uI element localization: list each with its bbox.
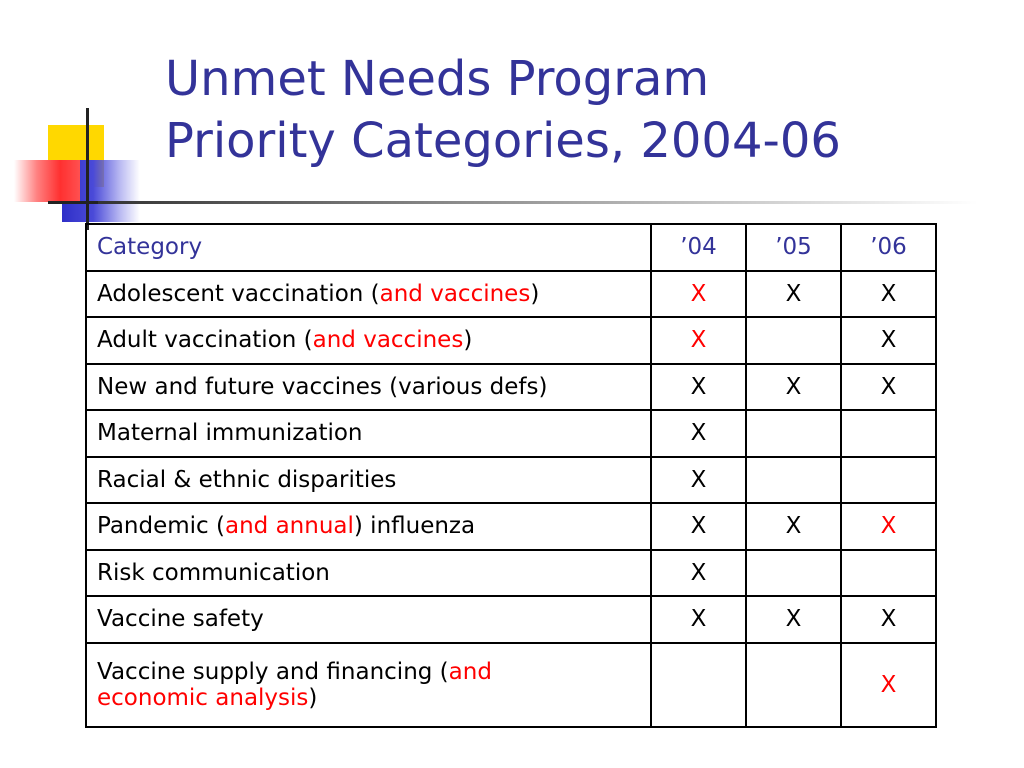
category-text: New and future vaccines (various defs) [97, 373, 548, 400]
table-row [86, 550, 936, 597]
mark-2005 [746, 550, 841, 597]
priority-categories-table [85, 223, 937, 728]
table-row [86, 410, 936, 457]
title-underline [98, 201, 978, 204]
category-text: Vaccine supply and financing ( [97, 658, 449, 685]
mark-2006: X [841, 643, 936, 727]
decor-red-bar [14, 160, 80, 202]
category-cell [86, 503, 651, 550]
category-text: Pandemic ( [97, 513, 225, 540]
category-text: Maternal immunization [97, 420, 363, 447]
category-cell [86, 643, 651, 727]
category-cell [86, 410, 651, 457]
table-header-row [86, 224, 936, 271]
mark-2005: X [746, 503, 841, 550]
mark-2004: X [651, 457, 746, 504]
category-cell [86, 364, 651, 411]
mark-2006: X [841, 596, 936, 643]
category-text: Risk communication [97, 559, 330, 586]
table-row [86, 457, 936, 504]
mark-2004 [651, 643, 746, 727]
mark-2006: X [841, 317, 936, 364]
category-text: Racial & ethnic disparities [97, 466, 397, 493]
mark-2005 [746, 410, 841, 457]
header-2004: ’04 [651, 224, 746, 271]
mark-2004: X [651, 364, 746, 411]
category-text-end: ) [308, 684, 318, 711]
mark-2004: X [651, 503, 746, 550]
decor-vertical-line [86, 108, 89, 230]
table-row [86, 503, 936, 550]
category-highlight: and annual [224, 513, 354, 540]
table-row [86, 317, 936, 364]
mark-2006: X [841, 503, 936, 550]
table-row [86, 271, 936, 318]
category-highlight-line2: economic analysis [97, 684, 309, 711]
mark-2005 [746, 643, 841, 727]
category-cell [86, 550, 651, 597]
mark-2005 [746, 317, 841, 364]
mark-2006 [841, 457, 936, 504]
mark-2005: X [746, 364, 841, 411]
page-title [165, 48, 841, 172]
header-2006: ’06 [841, 224, 936, 271]
title-line-1: Unmet Needs Program [165, 51, 710, 107]
mark-2006 [841, 550, 936, 597]
mark-2006: X [841, 364, 936, 411]
mark-2004: X [651, 550, 746, 597]
mark-2005: X [746, 596, 841, 643]
table-row [86, 643, 936, 727]
category-text-end: ) [530, 280, 540, 307]
decor-horizontal-line-dark [48, 201, 98, 204]
category-text-end: ) [463, 327, 473, 354]
category-text: Adolescent vaccination ( [97, 280, 380, 307]
category-text: Vaccine safety [97, 606, 264, 633]
category-cell [86, 596, 651, 643]
category-highlight: and vaccines [312, 327, 464, 354]
mark-2004: X [651, 317, 746, 364]
mark-2006: X [841, 271, 936, 318]
category-text-end: ) influenza [353, 513, 476, 540]
category-highlight: and vaccines [379, 280, 531, 307]
header-category: Category [86, 224, 651, 271]
header-2005: ’05 [746, 224, 841, 271]
mark-2006 [841, 410, 936, 457]
mark-2005: X [746, 271, 841, 318]
table-row [86, 596, 936, 643]
mark-2004: X [651, 596, 746, 643]
mark-2004: X [651, 271, 746, 318]
category-text: Adult vaccination ( [97, 327, 313, 354]
mark-2004: X [651, 410, 746, 457]
category-highlight: and [448, 658, 492, 685]
category-cell [86, 271, 651, 318]
table-row [86, 364, 936, 411]
mark-2005 [746, 457, 841, 504]
title-line-2: Priority Categories, 2004-06 [165, 113, 841, 169]
category-cell [86, 317, 651, 364]
category-cell [86, 457, 651, 504]
